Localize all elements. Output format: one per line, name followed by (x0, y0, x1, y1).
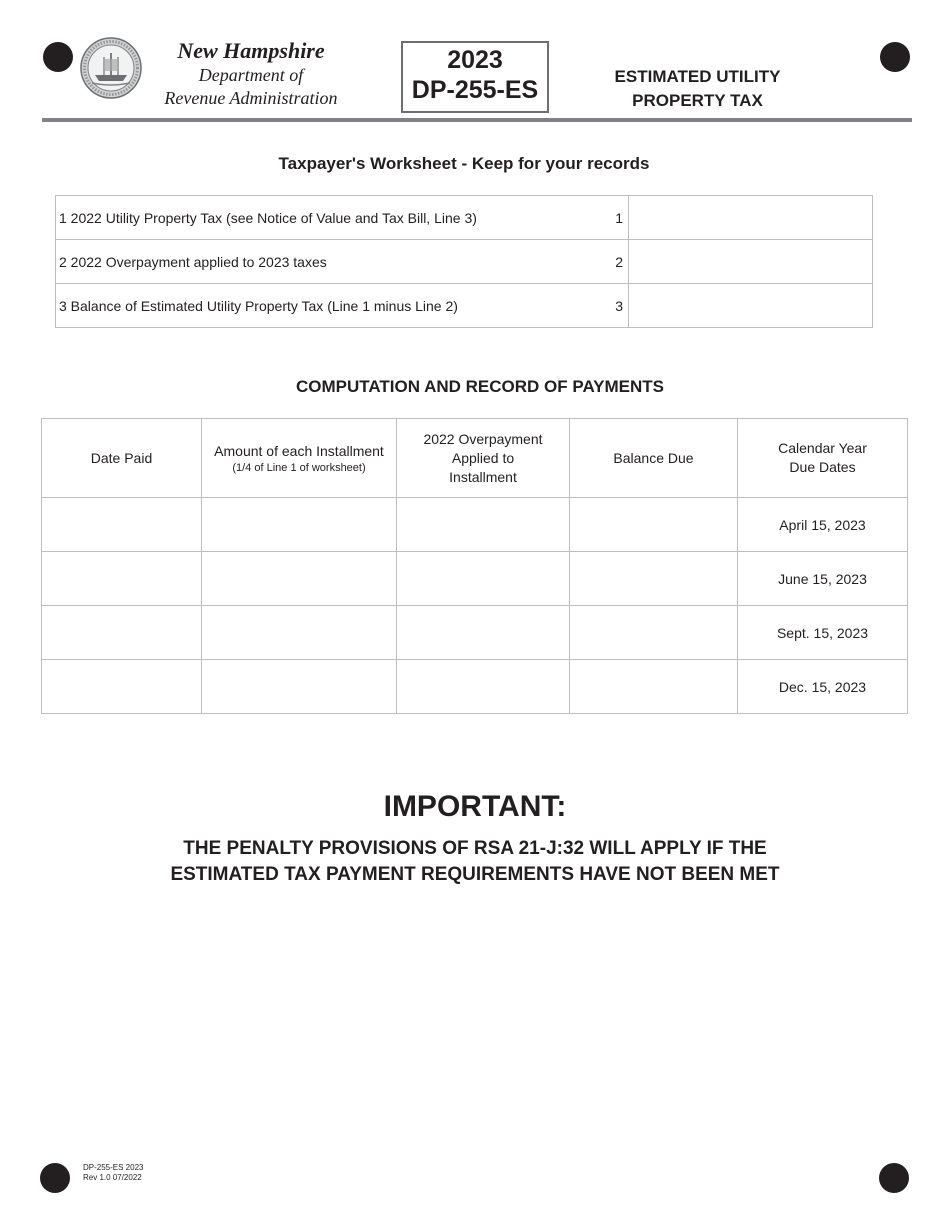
payments-heading: COMPUTATION AND RECORD OF PAYMENTS (295, 377, 665, 396)
due-date: June 15, 2023 (738, 552, 908, 606)
payment-row (42, 660, 908, 714)
registration-mark-bottom-right (879, 1163, 909, 1193)
worksheet-line-number: 3 (599, 284, 629, 328)
balance-due-field[interactable] (570, 552, 738, 606)
registration-mark-top-right (880, 42, 910, 72)
worksheet-heading: Taxpayer's Worksheet - Keep for your records (278, 154, 650, 173)
due-date: April 15, 2023 (738, 498, 908, 552)
agency-block (146, 38, 356, 110)
payments-table (41, 418, 908, 714)
date-paid-field[interactable] (42, 660, 202, 714)
installment-amount-field[interactable] (202, 660, 397, 714)
due-date: Dec. 15, 2023 (738, 660, 908, 714)
form-title (590, 65, 805, 113)
form-title-line1: ESTIMATED UTILITY (614, 67, 781, 86)
overpayment-field[interactable] (397, 606, 570, 660)
col-overpayment-line1: 2022 Overpayment (423, 430, 543, 447)
worksheet-row-3 (56, 284, 873, 328)
installment-amount-field[interactable] (202, 552, 397, 606)
payment-row (42, 552, 908, 606)
col-date-paid: Date Paid (42, 419, 202, 498)
col-due-dates-line2: Due Dates (789, 459, 856, 475)
overpayment-field[interactable] (397, 552, 570, 606)
balance-due-field[interactable] (570, 606, 738, 660)
payment-row (42, 498, 908, 552)
worksheet-line-1-amount-field[interactable] (629, 196, 873, 240)
overpayment-field[interactable] (397, 660, 570, 714)
installment-amount-field[interactable] (202, 606, 397, 660)
form-id-box (401, 41, 549, 113)
payments-header-row (42, 419, 908, 498)
col-installment-amount-label: Amount of each Installment (214, 442, 384, 459)
important-title: IMPORTANT: (383, 790, 567, 823)
footer-revision-date: Rev 1.0 07/2022 (83, 1173, 142, 1182)
col-overpayment-line2: Applied to (451, 449, 515, 466)
date-paid-field[interactable] (42, 498, 202, 552)
installment-amount-field[interactable] (202, 498, 397, 552)
worksheet-line-label: 3 Balance of Estimated Utility Property Tax (Line 1 minus Line 2) (56, 284, 600, 328)
date-paid-field[interactable] (42, 606, 202, 660)
worksheet-table (55, 195, 873, 328)
col-installment-amount (202, 419, 397, 498)
header-divider (42, 118, 912, 122)
col-installment-amount-note: (1/4 of Line 1 of worksheet) (232, 461, 366, 474)
worksheet-line-number: 1 (599, 196, 629, 240)
form-title-line2: PROPERTY TAX (632, 91, 763, 110)
registration-mark-bottom-left (40, 1163, 70, 1193)
worksheet-row-1 (56, 196, 873, 240)
registration-mark-top-left (43, 42, 73, 72)
form-number: DP-255-ES (411, 76, 539, 104)
agency-name: New Hampshire (177, 38, 325, 63)
payment-row (42, 606, 908, 660)
balance-due-field[interactable] (570, 660, 738, 714)
col-due-dates-line1: Calendar Year (778, 440, 867, 456)
footer-form-year: DP-255-ES 2023 (83, 1163, 144, 1172)
worksheet-line-3-amount-field[interactable] (629, 284, 873, 328)
due-date: Sept. 15, 2023 (738, 606, 908, 660)
overpayment-field[interactable] (397, 498, 570, 552)
worksheet-row-2 (56, 240, 873, 284)
footer-revision (83, 1163, 143, 1183)
balance-due-field[interactable] (570, 498, 738, 552)
state-seal-icon (80, 37, 142, 99)
col-overpayment-line3: Installment (449, 468, 517, 485)
important-notice-line1: THE PENALTY PROVISIONS OF RSA 21-J:32 WILL APPLY IF THE (183, 838, 767, 859)
worksheet-line-label: 1 2022 Utility Property Tax (see Notice of Value and Tax Bill, Line 3) (56, 196, 600, 240)
form-year: 2023 (447, 46, 503, 74)
date-paid-field[interactable] (42, 552, 202, 606)
worksheet-line-2-amount-field[interactable] (629, 240, 873, 284)
agency-division: Revenue Administration (164, 88, 338, 108)
important-notice (0, 836, 950, 888)
worksheet-line-label: 2 2022 Overpayment applied to 2023 taxes (56, 240, 600, 284)
important-notice-line2: ESTIMATED TAX PAYMENT REQUIREMENTS HAVE NOT BEEN MET (170, 864, 780, 885)
agency-department: Department of (198, 65, 304, 85)
col-overpayment (397, 419, 570, 498)
col-due-dates (738, 419, 908, 498)
worksheet-line-number: 2 (599, 240, 629, 284)
col-balance-due: Balance Due (570, 419, 738, 498)
